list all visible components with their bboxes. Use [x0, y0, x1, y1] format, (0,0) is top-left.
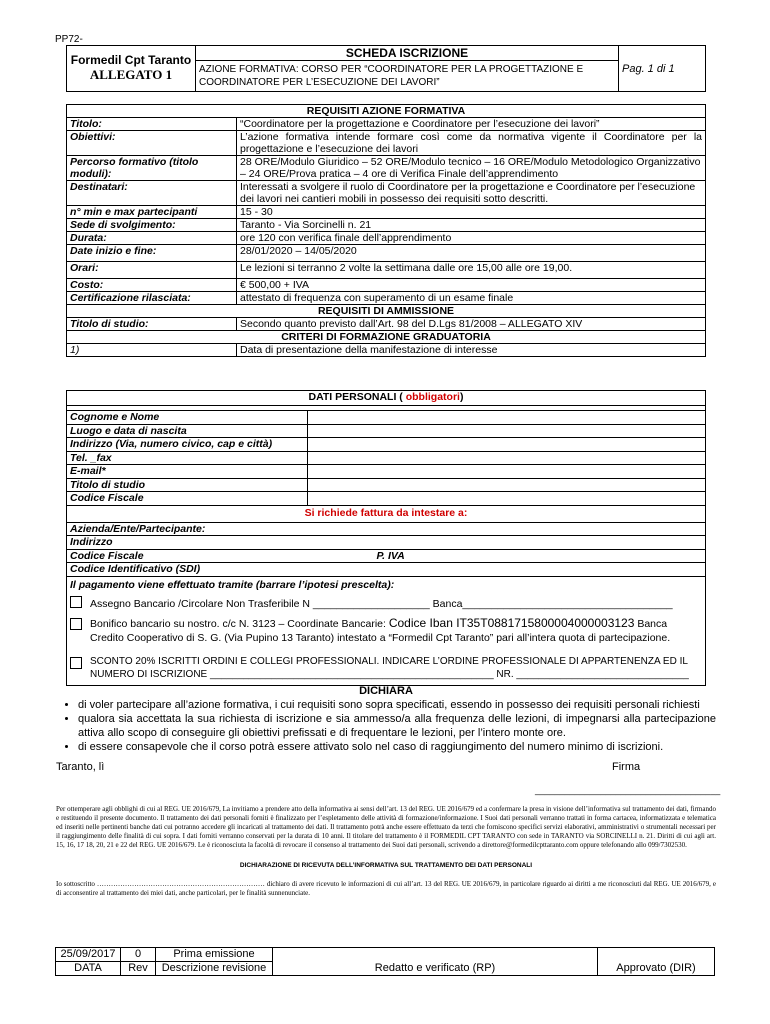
payment-option-assegno [70, 596, 702, 611]
req-label: Sede di svolgimento: [67, 219, 237, 232]
req-value: ore 120 con verifica finale dell’apprendimento [237, 232, 706, 245]
piva-label: P. IVA [376, 549, 405, 562]
req-value: 28 ORE/Modulo Giuridico – 52 ORE/Modulo tecnico – 16 ORE/Modulo Metodologico Organizzativo – 24 ORE/Prova pratica – 4 ore di Verifica Finale dell’apprendimento [237, 156, 706, 181]
rev-number: 0 [121, 948, 156, 962]
bonifico-text [90, 616, 702, 645]
form-title: SCHEDA ISCRIZIONE [196, 46, 618, 61]
field-input-cognome-nome[interactable] [308, 411, 706, 425]
req-value: attestato di frequenza con superamento di un esame finale [237, 292, 706, 305]
dichiara-section [56, 698, 716, 754]
indirizzo-label: Indirizzo [67, 536, 706, 550]
req-label: Obiettivi: [67, 131, 237, 156]
desc-label: Descrizione revisione [156, 962, 273, 976]
requisiti-table [66, 104, 706, 357]
allegato-label: ALLEGATO 1 [89, 67, 173, 82]
req-value: L’azione formativa intende formare così come da normativa vigente il Coordinatore per la progettazione e l’esecuzione dei lavori [237, 131, 706, 156]
revision-table [55, 947, 715, 976]
dichiara-item: • qualora sia accettata la sua richiesta di iscrizione e sia ammesso/a alla frequenza delle lezioni, di impegnarsi alla partecipazione attiva allo scopo di conseguire gli obiettivi prefissati e di frequentare le lezioni, per l’intero monte ore. [78, 712, 716, 740]
fattura-label: Si richiede fattura da intestare a: [67, 505, 706, 522]
dati-heading-text: DATI PERSONALI ( [308, 391, 403, 403]
approvato-label: Approvato (DIR) [598, 948, 715, 976]
ammissione-heading: REQUISITI DI AMMISSIONE [67, 305, 706, 318]
req-label: Costo: [67, 279, 237, 292]
req-value: € 500,00 + IVA [237, 279, 706, 292]
field-label: E-mail* [67, 465, 308, 479]
dichiara-item: • di voler partecipare all’azione formativa, i cui requisiti sono sopra specificati, essendo in possesso dei requisiti personali richiesti [78, 698, 716, 712]
field-input-indirizzo[interactable] [308, 438, 706, 452]
redatto-label: Redatto e verificato (RP) [273, 948, 598, 976]
header-title-cell [196, 46, 619, 92]
azione-formativa: AZIONE FORMATIVA: CORSO PER “COORDINATORE PER LA PROGETTAZIONE E COORDINATORE PER L’ESECUZIONE DEI LAVORI” [199, 64, 584, 88]
req-value: 28/01/2020 – 14/05/2020 [237, 245, 706, 262]
pagamento-label: Il pagamento viene effettuato tramite (barrare l’ipotesi prescelta): [70, 578, 395, 591]
payment-option-sconto [70, 655, 702, 681]
rev-date: 25/09/2017 [56, 948, 121, 962]
field-input-codice-fiscale[interactable] [308, 492, 706, 506]
criterio-value: Data di presentazione della manifestazione di interesse [237, 344, 706, 357]
field-input-tel[interactable] [308, 451, 706, 465]
rev-desc: Prima emissione [156, 948, 273, 962]
azienda-label: Azienda/Ente/Partecipante: [67, 522, 706, 536]
checkbox-assegno[interactable] [70, 596, 82, 608]
field-label: Codice Fiscale [67, 492, 308, 506]
field-label: Tel. _fax [67, 451, 308, 465]
field-input-titolo-studio[interactable] [308, 478, 706, 492]
payment-option-bonifico [70, 616, 702, 645]
req-label: Titolo: [67, 118, 237, 131]
field-label: Indirizzo (Via, numero civico, cap e città) [67, 438, 308, 452]
req-label: Certificazione rilasciata: [67, 292, 237, 305]
org-name: Formedil Cpt Taranto [70, 53, 192, 67]
checkbox-bonifico[interactable] [70, 618, 82, 630]
header-table [66, 45, 706, 92]
titolo-studio-label: Titolo di studio: [67, 318, 237, 331]
sconto-line-1: SCONTO 20% ISCRITTI ORDINI E COLLEGI PROFESSIONALI. INDICARE L’ORDINE PROFESSIONALE DI APPARTENENZA ED IL [90, 655, 688, 667]
sconto-line-2: NUMERO DI ISCRIZIONE ___________________________________________________ NR. _______________________________ [90, 668, 689, 680]
header-org-cell [67, 46, 196, 92]
date-label: DATA [56, 962, 121, 976]
field-label: Luogo e data di nascita [67, 424, 308, 438]
pagamento-cell [67, 576, 706, 685]
firma-line: _____________________________________ [535, 785, 721, 795]
checkbox-sconto[interactable] [70, 657, 82, 669]
req-value: 15 - 30 [237, 206, 706, 219]
obbligatori-label: obbligatori [402, 391, 460, 403]
req-label: n° min e max partecipanti [67, 206, 237, 219]
dichiara-item: • di essere consapevole che il corso potrà essere attivato solo nel caso di raggiungimento del numero minimo di iscrizioni. [78, 740, 716, 754]
requisiti-heading: REQUISITI AZIONE FORMATIVA [67, 105, 706, 118]
privacy-text: Per ottemperare agli obblighi di cui al REG. UE 2016/679, La invitiamo a prendere atto della informativa ai sensi dell’art. 13 del REG. UE 2016/679 ed a confermare la presa in visione dell’informativa sul trattamento dei dati, firmando e restituendo il presente documento. Il trattamento dei dati personali forniti è finalizzato per l’espletamento delle attività di formazione/informazione. I Suoi dati personali verranno trattati in forma cartacea, informatizzata e telematica ed inseriti nelle pertinenti banche dati cui potranno accedere gli incaricati al trattamento dei dati. Il trattamento potrà anche essere effettuato da terzi che forniscono specifici servizi elaborativi, amministrativi o strumentali necessari per il raggiungimento delle finalità di cui sopra. I dati forniti verranno conservati per la durata di 10 anni. Il titolare del trattamento è il FORMEDIL CPT TARANTO con sede in TARANTO via SORCINELLI n. 21. Diritti di cui agli art. 15, 16, 17 18, 20, 21 e 22 del REG. UE 2016/679. Le è riconosciuta la facoltà di revocare il consenso al trattamento dei Suoi dati personali, scrivendo a direttore@formedilcpttaranto.com oppure telefonando allo 099/7302530. [56, 805, 716, 849]
req-label: Orari: [67, 262, 237, 279]
dati-heading-end: ) [459, 391, 464, 403]
codice-fiscale-label: Codice Fiscale [70, 549, 144, 562]
titolo-studio-value: Secondo quanto previsto dall’Art. 98 del D.Lgs 81/2008 – ALLEGATO XIV [237, 318, 706, 331]
sconto-text [90, 655, 689, 681]
rev-label: Rev [121, 962, 156, 976]
page-number: Pag. 1 di 1 [619, 46, 706, 92]
req-value: Le lezioni si terranno 2 volte la settimana dalle ore 15,00 alle ore 19,00. [237, 262, 706, 279]
req-value: Interessati a svolgere il ruolo di Coordinatore per la progettazione e Coordinatore per l’esecuzione dei lavori nei cantieri mobili in possesso dei requisiti sotto descritti. [237, 181, 706, 206]
privacy-dich-heading: DICHIARAZIONE DI RICEVUTA DELL’INFORMATIVA SUL TRATTAMENTO DEI DATI PERSONALI [239, 862, 533, 869]
field-input-email[interactable] [308, 465, 706, 479]
dichiara-list [56, 698, 716, 754]
req-label: Percorso formativo (titolo moduli): [67, 156, 237, 181]
req-label: Date inizio e fine: [67, 245, 237, 262]
criteri-heading: CRITERI DI FORMAZIONE GRADUATORIA [67, 331, 706, 344]
dati-personali-table [66, 390, 706, 686]
doc-code: PP72- [55, 34, 83, 45]
place-date: Taranto, lì [56, 761, 105, 773]
bonifico-text-b: Banca Credito Cooperativo di S. G. (Via Pupino 13 Taranto) intestato a “Formedil Cpt Taranto” pari all’intera quota di partecipazione. [90, 617, 671, 644]
req-value: “Coordinatore per la progettazione e Coordinatore per l’esecuzione dei lavori” [237, 118, 706, 131]
assegno-text: Assegno Bancario /Circolare Non Trasferibile N ____________________ Banca____________________________________ [90, 598, 673, 610]
codice-fiscale-piva-row [67, 549, 706, 563]
criterio-num: 1) [67, 344, 237, 357]
sdi-label: Codice Identificativo (SDI) [67, 563, 706, 577]
bonifico-text-a: Bonifico bancario su nostro. c/c N. 3123 – Coordinate Bancarie: [90, 617, 386, 630]
req-label: Destinatari: [67, 181, 237, 206]
req-value: Taranto - Via Sorcinelli n. 21 [237, 219, 706, 232]
field-label: Titolo di studio [67, 478, 308, 492]
field-label: Cognome e Nome [67, 411, 308, 425]
iban-text: Codice Iban IT35T0881715800004000003123 [388, 615, 635, 630]
privacy-dich-text: Io sottoscritto ……………………………………………………………… dichiaro di avere ricevuto le informazioni di cui all’art. 13 del REG. UE 2016/679, in particolare riguardo ai diritti a me riconosciuti dal REG. UE 2016/679, e di acconsentire al trattamento dei miei dati, anche particolari, per le finalità sunnenunciate. [56, 880, 716, 897]
firma-label: Firma [612, 761, 641, 773]
dichiara-heading: DICHIARA [359, 685, 413, 697]
field-input-nascita[interactable] [308, 424, 706, 438]
dati-heading [67, 391, 706, 406]
req-label: Durata: [67, 232, 237, 245]
